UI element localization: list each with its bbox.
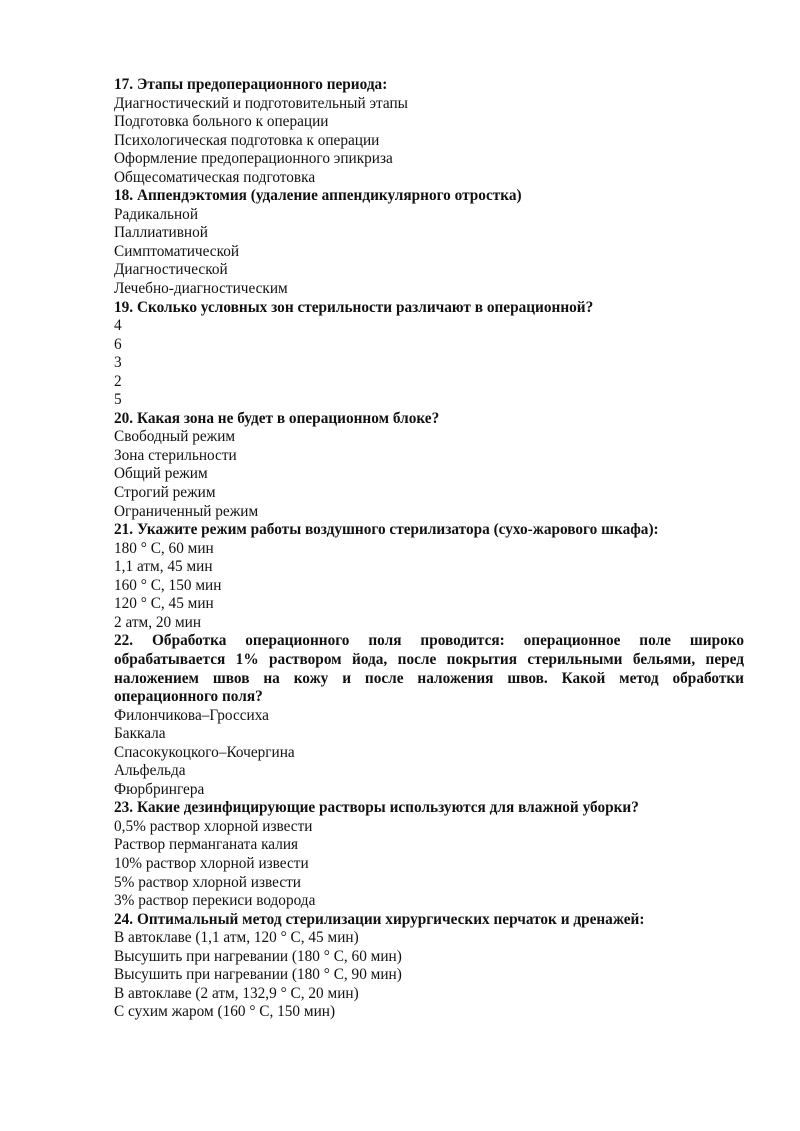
question-title: 21. Укажите режим работы воздушного стерилизатора (сухо-жарового шкафа): — [114, 521, 659, 539]
answer-option: 180 ° С, 60 мин — [114, 539, 214, 557]
answer-option: Баккала — [114, 725, 166, 743]
answer-option: Фюрбрингера — [114, 780, 205, 798]
question-title: 24. Оптимальный метод стерилизации хирургических перчаток и дренажей: — [114, 910, 645, 928]
answer-option: 120 ° С, 45 мин — [114, 595, 214, 613]
answer-option: Паллиативной — [114, 224, 208, 242]
question-block-17 — [114, 76, 744, 187]
question-block-24 — [114, 911, 744, 1022]
answer-option: Лечебно-диагностическим — [114, 280, 288, 298]
answer-option: 1,1 атм, 45 мин — [114, 558, 213, 576]
question-title: 17. Этапы предоперационного периода: — [114, 76, 388, 93]
answer-option: С сухим жаром (160 ° С, 150 мин) — [114, 1003, 336, 1021]
answer-option: Психологическая подготовка к операции — [114, 131, 380, 149]
answer-option: Диагностический и подготовительный этапы — [114, 94, 408, 112]
question-block-22 — [114, 632, 744, 799]
answer-option: 5% раствор хлорной извести — [114, 873, 301, 891]
answer-option: Высушить при нагревании (180 ° С, 90 мин) — [114, 966, 402, 984]
answer-option: Диагностической — [114, 261, 228, 279]
answer-option: Общесоматическая подготовка — [114, 168, 316, 186]
answer-option: Филончикова–Гроссиха — [114, 706, 269, 724]
question-title: 18. Аппендэктомия (удаление аппендикулярного отростка) — [114, 187, 522, 205]
answer-option: 5 — [114, 391, 122, 409]
question-title: 20. Какая зона не будет в операционном блоке? — [114, 409, 440, 427]
answer-option: 160 ° С, 150 мин — [114, 576, 222, 594]
question-block-20 — [114, 410, 744, 521]
answer-option: 0,5% раствор хлорной извести — [114, 817, 313, 835]
question-title: 22. Обработка операционного поля проводится: операционное поле широко обрабатывается 1% раствором йода, после покрытия стерильными бельями, перед наложением швов на кожу и после наложения швов. Какой метод обработки операционного поля? — [114, 632, 744, 706]
answer-option: 3% раствор перекиси водорода — [114, 892, 316, 910]
answer-option: Свободный режим — [114, 428, 236, 446]
answer-option: Симптоматической — [114, 242, 240, 260]
answer-option: Строгий режим — [114, 484, 216, 502]
answer-option: 3 — [114, 354, 122, 372]
question-block-23 — [114, 799, 744, 910]
answer-option: 6 — [114, 335, 122, 353]
answer-option: Раствор перманганата калия — [114, 836, 299, 854]
question-title: 19. Сколько условных зон стерильности различают в операционной? — [114, 298, 594, 316]
document-page — [114, 76, 744, 1022]
answer-option: Альфельда — [114, 762, 186, 780]
question-block-19 — [114, 299, 744, 410]
answer-option: 2 атм, 20 мин — [114, 613, 202, 631]
answer-option: Подготовка больного к операции — [114, 113, 329, 131]
answer-option: Оформление предоперационного эпикриза — [114, 150, 393, 168]
answer-option: Ограниченный режим — [114, 502, 259, 520]
question-title: 23. Какие дезинфицирующие растворы используются для влажной уборки? — [114, 799, 639, 817]
answer-option: Зона стерильности — [114, 446, 237, 464]
answer-option: В автоклаве (1,1 атм, 120 ° С, 45 мин) — [114, 929, 359, 947]
answer-option: 10% раствор хлорной извести — [114, 854, 309, 872]
answer-option: Радикальной — [114, 205, 199, 223]
answer-option: В автоклаве (2 атм, 132,9 ° С, 20 мин) — [114, 984, 359, 1002]
question-block-21 — [114, 521, 744, 632]
question-block-18 — [114, 187, 744, 298]
answer-option: 2 — [114, 372, 122, 390]
answer-option: Спасокукоцкого–Кочергина — [114, 743, 295, 761]
answer-option: Высушить при нагревании (180 ° С, 60 мин) — [114, 947, 402, 965]
answer-option: 4 — [114, 317, 122, 335]
answer-option: Общий режим — [114, 465, 208, 483]
